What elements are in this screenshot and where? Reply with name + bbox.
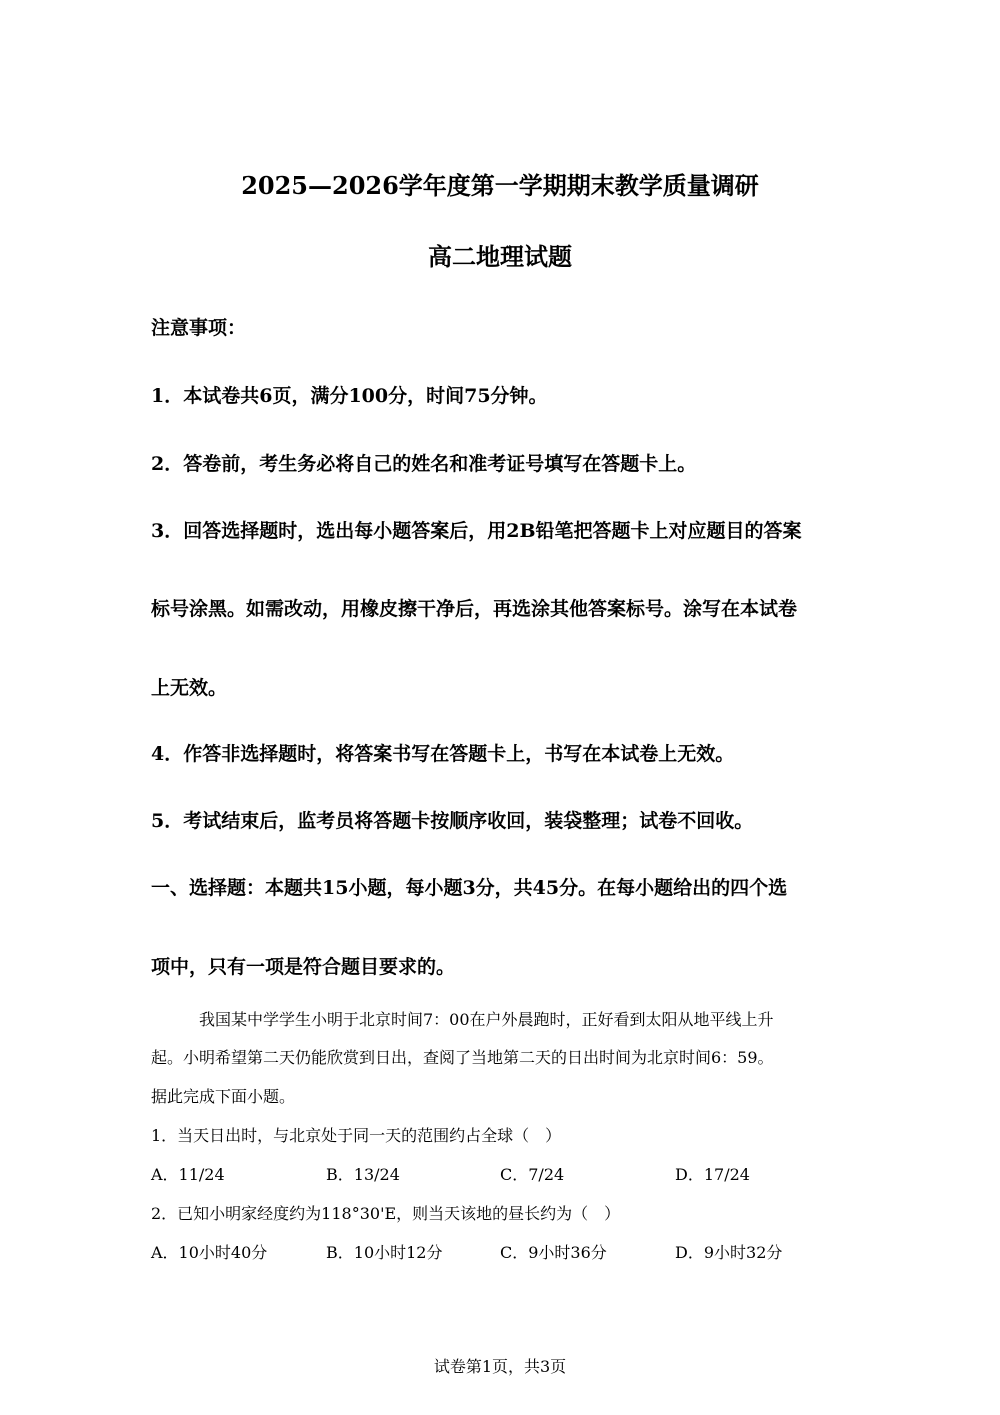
- notes-heading: 注意事项：: [151, 317, 247, 339]
- notes-item: 4．作答非选择题时，将答案书写在答题卡上，书写在本试卷上无效。: [151, 743, 735, 765]
- option-b: B．13/24: [326, 1165, 400, 1184]
- question-stem: 1．当天日出时，与北京处于同一天的范围约占全球（ ）: [151, 1126, 562, 1145]
- exam-title: 2025—2026学年度第一学期期末教学质量调研: [241, 171, 759, 200]
- page-footer: 试卷第1页，共3页: [433, 1357, 567, 1376]
- option-c: C．9小时36分: [500, 1243, 607, 1262]
- notes-item: 3．回答选择题时，选出每小题答案后，用2B铅笔把答题卡上对应题目的答案: [151, 520, 802, 542]
- passage-line: 我国某中学学生小明于北京时间7：00在户外晨跑时，正好看到太阳从地平线上升: [199, 1010, 774, 1029]
- exam-subtitle: 高二地理试题: [428, 242, 572, 271]
- option-b: B．10小时12分: [326, 1243, 443, 1262]
- notes-item: 1．本试卷共6页，满分100分，时间75分钟。: [151, 385, 548, 407]
- passage-line: 据此完成下面小题。: [151, 1087, 296, 1106]
- notes-item: 2．答卷前，考生务必将自己的姓名和准考证号填写在答题卡上。: [151, 453, 697, 475]
- option-a: A．10小时40分: [151, 1243, 268, 1262]
- passage-line: 起。小明希望第二天仍能欣赏到日出，查阅了当地第二天的日出时间为北京时间6：59。: [151, 1048, 774, 1067]
- question-stem: 2．已知小明家经度约为118°30'E，则当天该地的昼长约为（ ）: [151, 1204, 621, 1223]
- option-c: C．7/24: [500, 1165, 565, 1184]
- option-a: A．11/24: [151, 1165, 225, 1184]
- notes-item-continuation: 标号涂黑。如需改动，用橡皮擦干净后，再选涂其他答案标号。涂写在本试卷: [151, 598, 798, 620]
- notes-item-continuation: 上无效。: [151, 677, 228, 699]
- option-d: D．17/24: [675, 1165, 750, 1184]
- notes-item: 5．考试结束后，监考员将答题卡按顺序收回，装袋整理；试卷不回收。: [151, 810, 754, 832]
- section-heading-continuation: 项中，只有一项是符合题目要求的。: [151, 956, 456, 978]
- option-d: D．9小时32分: [675, 1243, 783, 1262]
- section-heading: 一、选择题：本题共15小题，每小题3分，共45分。在每小题给出的四个选: [151, 877, 788, 899]
